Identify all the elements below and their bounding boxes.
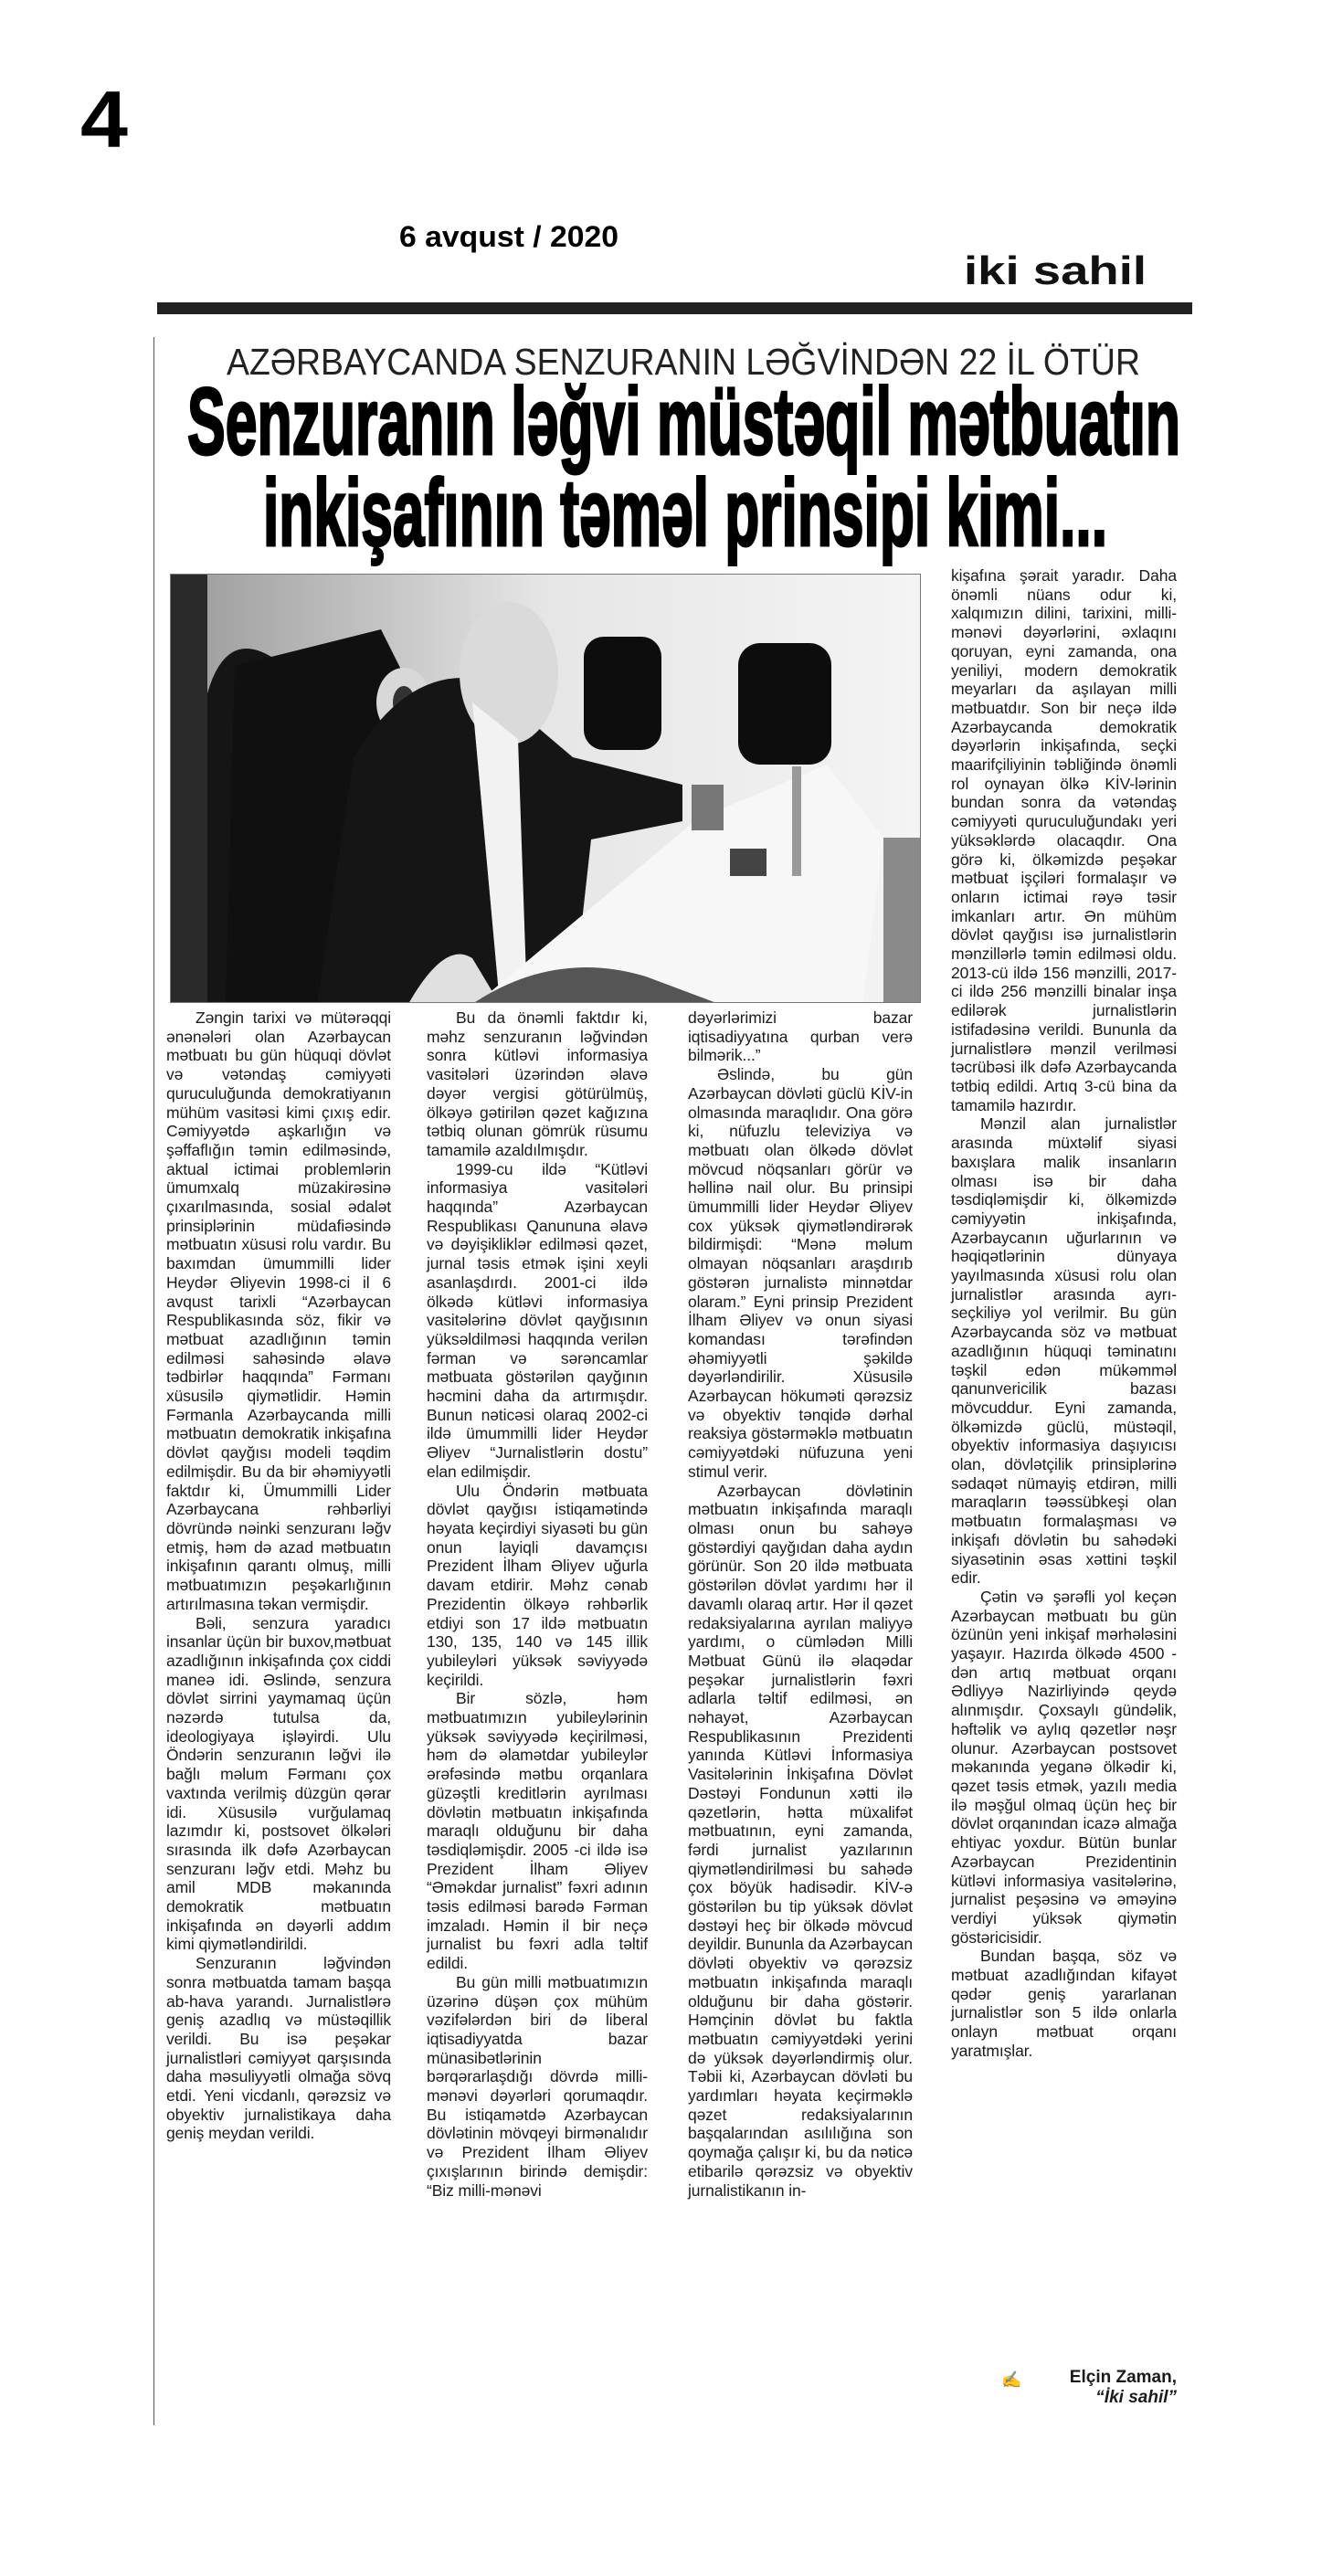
- newspaper-masthead: [961, 247, 1153, 292]
- paragraph: 1999-cu ildə “Kütləvi informasiya vasitələri haqqında” Azərbaycan Respublikası Qanununa əlavə və dəyişikliklər edilməsi qəzet, jurnal təsis etmək işini xeyli asanlaşdırdı. 2001-ci ildə ölkədə kütləvi informasiya vasitələrinə dövlət qayğısının yüksəldilməsi haqqında verilən fərman və sərəncamlar mətbuata göstərilən qayğının həcmini daha da artırmışdır. Bunun nəticəsi olaraq 2002-ci ildə ümummilli lider Heydər Əliyev “Jurnalistlərin dostu” elan edilmişdir.: [427, 1159, 648, 1481]
- article-column-3: [688, 1008, 913, 2200]
- author-newspaper: “İki sahil”: [1095, 2388, 1177, 2407]
- paragraph: Bir sözlə, həm mətbuatımızın yubileylərinin yüksək səviyyədə keçirilməsi, həm də əlamətdar yubileylər ərəfəsində mətbu orqanlara güzəştli kreditlərin ayrılması dövlətin mətbuatın inkişafında maraqlı olduğunu bir daha təsdiqləmişdir. 2005 -ci ildə isə Prezident İlham Əliyev “Əməkdar jurnalist” fəxri adının təsis edilməsi barədə Fərman imzaladı. Həmin il bir neçə jurnalist bu fəxri adla təltif edildi.: [427, 1689, 648, 1973]
- paragraph: Ulu Öndərin mətbuata dövlət qayğısı istiqamətində həyata keçirdiyi siyasəti bu gün onun layiqli davamçısı Prezident İlham Əliyev uğurla davam etdirir. Məhz cənab Prezidentin ölkəyə rəhbərlik etdiyi son 17 ildə mətbuatın 130, 135, 140 və 145 illik yubileyləri yüksək səviyyədə keçirildi.: [427, 1481, 648, 1689]
- paragraph: Zəngin tarixi və mütərəqqi ənənələri olan Azərbaycan mətbuatı bu gün hüquqi dövlət və vətəndaş cəmiyyəti quruculuğunda demokratiyanın mühüm vasitəsi kimi çıxış edir. Cəmiyyətdə aşkarlığın və şəffaflığın təmin edilməsində, aktual ictimai problemlərin ümumxalq müzakirəsinə çıxarılmasında, sosial ədalət prinsiplərinin müdafiəsində mətbuatın xüsusi rolu vardır. Bu baxımdan ümummilli lider Heydər Əliyevin 1998-ci il 6 avqust tarixli “Azərbaycan Respublikasında söz, fikir və mətbuat azadlığının təmin edilməsi sahəsində əlavə tədbirlər haqqında” Fərmanı xüsusilə qiymətlidir. Həmin Fərmanla Azərbaycanda milli mətbuatın demokratik inkişafına dövlət qayğısı modeli təqdim edilmişdir. Bu da bir əhəmiyyətli faktdır ki, Ümummilli Lider Azərbaycana rəhbərliyi dövründə nəinki senzuranı ləğv etmiş, həm də azad mətbuatın inkişafının qarantı olmuş, milli mətbuatımızın peşəkarlığının artırılmasına təkan vermişdir.: [166, 1008, 391, 1613]
- paragraph: Əslində, bu gün Azərbaycan dövləti güclü KİV-in olmasında maraqlıdır. Ona görə ki, nüfuzlu televiziya və mətbuatı olan ölkədə dövlət mövcud nöqsanları görür və həllinə nail olur. Bu prinsipi ümummilli lider Heydər Əliyev cox yüksək qiymətləndirərək bildirmişdi: “Mənə məlum olmayan nöqsanları araşdırıb göstərən jurnalistə minnətdar olaram.” Eyni prinsip Prezident İlham Əliyev və onun siyasi komandası tərəfindən əhəmiyyətli şəkildə dəyərləndirilir. Xüsusilə Azərbaycan hökuməti qərəzsiz və obyektiv tənqidə dərhal reaksiya göstərməklə mətbuatın cəmiyyətdəki nüfuzuna yeni stimul verir.: [688, 1065, 913, 1481]
- article-column-2: [427, 1008, 648, 2200]
- page-number: [79, 82, 133, 155]
- paragraph: Senzuranın ləğvindən sonra mətbuatda tamam başqa ab-hava yarandı. Jurnalistlərə geniş azadlıq və müstəqillik verildi. Bu isə peşəkar jurnalistləri cəmiyyət qarşısında daha məsuliyyətli olmağa sövq etdi. Yeni vicdanlı, qərəzsiz və obyektiv jurnalistikaya daha geniş meydan verildi.: [166, 1954, 391, 2143]
- author-name: Elçin Zaman,: [1069, 2368, 1177, 2387]
- author-signature: [996, 2368, 1177, 2408]
- pen-icon: ✍: [1001, 2370, 1022, 2389]
- paragraph-continued: dəyərlərimizi bazar iqtisadiyyatına qurban verə bilmərik...”: [688, 1008, 913, 1065]
- paragraph: Bundan başqa, söz və mətbuat azadlığından kifayət qədər geniş yararlanan jurnalistlər son 5 ildə onlarla onlayn mətbuat orqanı yaratmışlar.: [951, 1947, 1177, 2060]
- article-column-4: [951, 566, 1177, 2061]
- svg-text:6 avqust / 2020: 6 avqust / 2020: [399, 220, 618, 253]
- article-headline: [183, 375, 1188, 566]
- paragraph: Çətin və şərəfli yol keçən Azərbaycan mətbuatı bu gün özünün yeni inkişaf mərhələsini yaşayır. Hazırda ölkədə 4500 -dən artıq mətbuat orqanı Ədliyyə Nazirliyində qeydə alınmışdır. Çoxsaylı gündəlik, həftəlik və aylıq qəzetlər nəşr olunur. Azərbaycan postsovet məkanında yeganə ölkədir ki, qəzet təsis etmək, yazılı media ilə məşğul olmaq üçün heç bir dövlət orqanından icazə almağa ehtiyac yoxdur. Bütün bunlar Azərbaycan Prezidentinin kütləvi informasiya vasitələrinə, jurnalist peşəsinə və əməyinə verdiyi yüksək qiymətin göstəricisidir.: [951, 1587, 1177, 1947]
- svg-text:iki sahil: iki sahil: [964, 248, 1147, 292]
- header-rule: [157, 302, 1192, 314]
- paragraph: Bu gün milli mətbuatımızın üzərinə düşən çox mühüm vəzifələrdən biri də liberal iqtisadiyyatda bazar münasibətlərinin bərqərarlaşdığı dövrdə milli-mənəvi dəyərləri qorumaqdır. Bu istiqamətdə Azərbaycan dövlətinin mövqeyi birmənalıdır və Prezident İlham Əliyev çıxışlarının birində demişdir: “Biz milli-mənəvi: [427, 1972, 648, 2200]
- paragraph: Bəli, senzura yaradıcı insanlar üçün bir buxov,mətbuat azadlığının inkişafında çox ciddi maneə idi. Əslində, senzura dövlət sirrini yaymamaq üçün nəzərdə tutulsa da, ideologiyaya işləyirdi. Ulu Öndərin senzuranın ləğvi ilə bağlı məlum Fərmanı çox vaxtında verilmiş düzgün qərar idi. Xüsusilə vurğulamaq lazımdır ki, postsovet ölkələri sırasında ilk dəfə Azərbaycan senzuranı ləğv etdi. Məhz bu amil MDB məkanında demokratik mətbuatın inkişafında ən dəyərli addım kimi qiymətləndirildi.: [166, 1613, 391, 1954]
- article-photo: [170, 574, 921, 1003]
- issue-date: [397, 216, 626, 261]
- paragraph: Azərbaycan dövlətinin mətbuatın inkişafında maraqlı olması onun bu sahəyə göstərdiyi qayğıdan daha aydın görünür. Son 20 ildə mətbuata göstərilən dövlət yardımı hər il davamlı olaraq artır. Hər il qəzet redaksiyalarına ayrılan maliyyə yardımı, o cümlədən Milli Mətbuat Günü ilə əlaqədar peşəkar jurnalistlərin fəxri adlarla təltif edilməsi, ən nəhayət, Azərbaycan Respublikasının Prezidenti yanında Kütləvi İnformasiya Vasitələrinin İnkişafına Dövlət Dəstəyi Fondunun xətti ilə qəzetlərin, hətta müxalifət mətbuatının, eyni zamanda, fərdi jurnalist yazılarının qiymətləndirilməsi bu sahədə çox böyük hadisədir. KİV-ə göstərilən bu tip yüksək dövlət dəstəyi heç bir ölkədə mövcud deyildir. Bununla da Azərbaycan dövləti obyektiv və qərəzsiz mətbuatın inkişafında maraqlı olduğunu bir daha göstərir. Həmçinin dövlət bu faktla mətbuatın cəmiyyətdəki yerini də yüksək dəyərləndirmiş olur. Təbii ki, Azərbaycan dövləti bu yardımları həyata keçirməklə qəzet redaksiyalarının başqalarından asılılığına son qoymağa çalışır ki, bu da nəticə etibarilə qərəzsiz və obyektiv jurnalistikanın in-: [688, 1481, 913, 2200]
- svg-text:AZƏRBAYCANDA SENZURANIN LƏĞVİN: AZƏRBAYCANDA SENZURANIN LƏĞVİNDƏN 22 İL ÖTÜR: [227, 341, 1140, 383]
- paragraph-continued: kişafına şərait yaradır. Daha önəmli nüans odur ki, xalqımızın dilini, tarixini, milli-mənəvi dəyərlərini, əxlaqını qoruyan, eyni zamanda, ona yeniliyi, modern demokratik meyarları da aşılayan milli mətbuatdır. Son bir neçə ildə Azərbaycanda demokratik dəyərlərin inkişafında, seçki maarifçiliyinin təbliğində önəmli rol oynayan ölkə KİV-lərinin bundan sonra da vətəndaş cəmiyyəti quruculuğundakı yeri yüksəklərdə olacaqdır. Ona görə ki, ölkəmizdə peşəkar mətbuat işçiləri formalaşır və onların ictimai rəyə təsir imkanları artır. Ən mühüm dövlət qayğısı isə jurnalistlərin mənzillərlə təmin edilməsi oldu. 2013-cü ildə 156 mənzilli, 2017-ci ildə 256 mənzilli binalar inşa edilərək jurnalistlərin istifadəsinə verildi. Bununla da jurnalistlərə mənzil verilməsi təcrübəsi ilk dəfə Azərbaycanda tətbiq edildi. Artıq 3-cü bina da tamamilə hazırdır.: [951, 566, 1177, 1114]
- paragraph: Bu da önəmli faktdır ki, məhz senzuranın ləğvindən sonra kütləvi informasiya vasitələri üzərindən əlavə dəyər vergisi götürülmüş, ölkəyə gətirilən qəzet kağızına tətbiq olunan gömrük rüsumu tamamilə azaldılmışdır.: [427, 1008, 648, 1159]
- article-column-1: [166, 1008, 391, 2143]
- svg-text:inkişafının təməl prinsipi kim: inkişafının təməl prinsipi kimi...: [263, 460, 1107, 566]
- article-border-line: [153, 337, 154, 2425]
- svg-text:4: 4: [80, 82, 129, 155]
- paragraph: Mənzil alan jurnalistlər arasında müxtəlif siyasi baxışlara malik insanların olması isə bir daha təsdiqləmişdir ki, ölkəmizdə cəmiyyətin inkişafında, Azərbaycanın uğurlarının və həqiqətlərinin dünyaya yayılmasında xüsusi rolu olan jurnalistlər arasında ayrı-seçkiliyə yol verilmir. Bu gün Azərbaycanda söz və mətbuat azadlığının hüquqi təminatını təşkil edən mükəmməl qanunvericilik bazası mövcuddur. Eyni zamanda, ölkəmizdə güclü, müstəqil, obyektiv informasiya daşıyıcısı olan, dövlətçilik prinsiplərinə sədaqət nümayiş etdirən, milli maraqların təəssübkeşi olan mətbuatın formalaşması və inkişafı dövlətin bu sahədəki siyasətinin əsas xəttini təşkil edir.: [951, 1114, 1177, 1588]
- svg-text:Senzuranın ləğvi müstəqil mətb: Senzuranın ləğvi müstəqil mətbuatın: [187, 375, 1180, 475]
